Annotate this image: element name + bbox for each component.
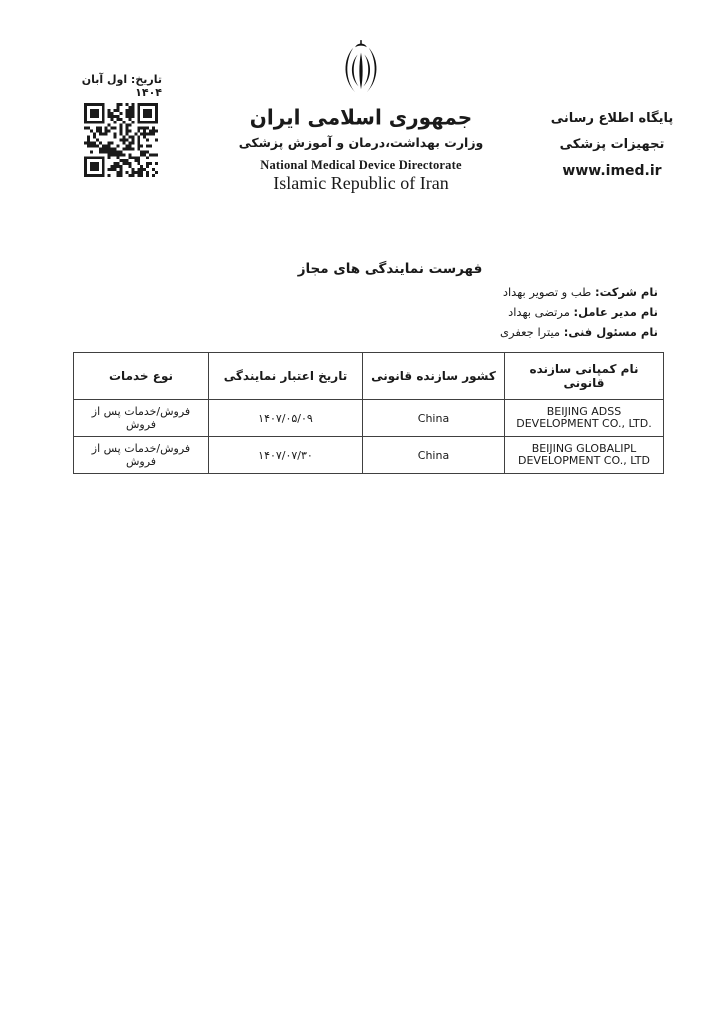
managing-director-row xyxy=(380,302,658,322)
qr-code-icon xyxy=(84,103,158,177)
managing-director-value: مرتضی بهداد xyxy=(508,305,570,319)
table-row xyxy=(74,437,664,474)
technical-officer-row xyxy=(380,322,658,342)
company-name-row xyxy=(380,282,658,302)
cell-services: فروش/خدمات پس از فروش xyxy=(74,437,209,474)
cell-country: China xyxy=(363,400,505,437)
header-expiry: تاریخ اعتبار نمایندگی xyxy=(209,353,363,400)
directorate-name-en: National Medical Device Directorate xyxy=(260,158,462,172)
calligraphy-islamic-republic: جمهوری اسلامی ایران xyxy=(249,104,473,130)
portal-title-line1: پایگاه اطلاع رسانی xyxy=(550,111,674,126)
cell-company: BEIJING ADSS DEVELOPMENT CO., LTD. xyxy=(505,400,664,437)
table-header-row xyxy=(74,353,664,400)
website-url: www.imed.ir xyxy=(562,163,662,179)
calligraphy-ministry-of-health: وزارت بهداشت،درمان و آموزش پزشکی xyxy=(238,135,484,150)
company-name-value: طب و تصویر بهداد xyxy=(502,285,592,299)
managing-director-label: نام مدیر عامل: xyxy=(573,305,658,319)
cell-expiry: ۱۴۰۷/۰۷/۳۰ xyxy=(209,437,363,474)
cell-expiry: ۱۴۰۷/۰۵/۰۹ xyxy=(209,400,363,437)
company-name-label: نام شرکت: xyxy=(595,285,658,299)
header-country: کشور سازنده قانونی xyxy=(363,353,505,400)
issue-date-label: تاریخ: اول آبان ۱۴۰۴ xyxy=(81,73,162,99)
cell-company: BEIJING GLOBALIPL DEVELOPMENT CO., LTD xyxy=(505,437,664,474)
letterhead-center xyxy=(236,40,486,194)
header-services: نوع خدمات xyxy=(74,353,209,400)
cell-services: فروش/خدمات پس از فروش xyxy=(74,400,209,437)
letterhead-right xyxy=(528,106,696,184)
portal-title-line2: تجهیزات پزشکی xyxy=(559,137,665,152)
representatives-table xyxy=(73,352,664,474)
iran-emblem-icon xyxy=(339,40,383,98)
technical-officer-label: نام مسئول فنی: xyxy=(563,325,658,339)
header-company: نام کمپانی سازنده قانونی xyxy=(505,353,664,400)
technical-officer-value: میترا جعفری xyxy=(499,325,561,339)
company-info xyxy=(380,282,658,342)
country-name-en: Islamic Republic of Iran xyxy=(273,173,449,193)
table-row xyxy=(74,400,664,437)
section-title: فهرست نمایندگی های مجاز xyxy=(297,261,483,277)
cell-country: China xyxy=(363,437,505,474)
